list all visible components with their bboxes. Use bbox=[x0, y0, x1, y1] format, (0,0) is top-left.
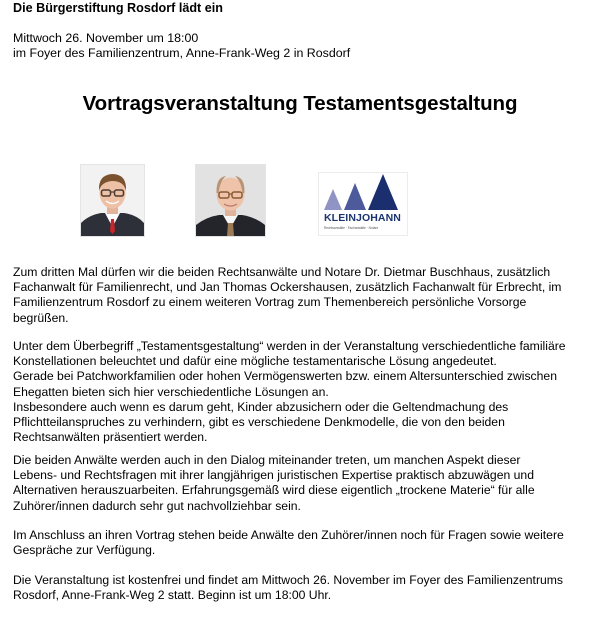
text-line: Pflichtteilanspruches zu verhindern, gibt es verschiedene Denkmodelle, die von den beiden bbox=[13, 415, 505, 430]
text-line: Gespräche zur Verfügung. bbox=[13, 543, 156, 558]
text-line: Die Veranstaltung ist kostenfrei und findet am Mittwoch 26. November im Foyer des Familienzentrums bbox=[13, 573, 564, 587]
text-line: Zum dritten Mal dürfen wir die beiden Rechtsanwälte und Notare Dr. Dietmar Buschhaus, zusätzlich bbox=[13, 265, 551, 279]
event-info-paragraph bbox=[13, 573, 593, 603]
logo-wordmark: KLEINJOHANN bbox=[324, 212, 401, 224]
topic-paragraph bbox=[13, 339, 593, 445]
text-line: Zuhörer/innen dadurch sehr gut nachvollziehbar sein. bbox=[13, 498, 301, 513]
header-title: Die Bürgerstiftung Rosdorf lädt ein bbox=[13, 1, 223, 15]
portrait-2-illustration bbox=[196, 165, 265, 236]
logo-subtitle: Rechtsanwälte · Fachanwälte · Notare bbox=[324, 226, 379, 230]
text-line: Rosdorf, Anne-Frank-Weg 2 statt. Beginn ist um 18:00 Uhr. bbox=[13, 588, 332, 603]
text-line: Unter dem Überbegriff „Testamentsgestaltung“ werden in der Veranstaltung verschiedentliche familiäre bbox=[13, 339, 566, 353]
text-line: Familienzentrum Rosdorf zu einem weiteren Vortrag zum Themenbereich persönliche Vorsorge bbox=[13, 295, 527, 310]
event-date: Mittwoch 26. November um 18:00 bbox=[13, 31, 199, 45]
logo-triangle-small bbox=[324, 189, 342, 210]
text-line: Gerade bei Patchworkfamilien oder hohen Vermögenswerten bzw. einem Altersunterschied zwischen bbox=[13, 369, 557, 384]
speaker-photo-2 bbox=[195, 164, 266, 237]
text-line: Insbesondere auch wenn es darum geht, Kinder abzusichern oder die Geltendmachung des bbox=[13, 399, 509, 414]
logo-triangle-large bbox=[368, 174, 398, 210]
portrait-1-illustration bbox=[81, 165, 144, 236]
text-line: Alternativen herauszuarbeiten. Erfahrungsgemäß wird diese eigentlich „trockene Materie“ für alle bbox=[13, 483, 535, 498]
main-title: Vortragsveranstaltung Testamentsgestaltung bbox=[82, 92, 518, 115]
kleinjohann-logo bbox=[318, 172, 408, 236]
mountain-triangles-icon bbox=[319, 173, 407, 213]
text-line: Rechtsanwälten präsentiert werden. bbox=[13, 430, 208, 445]
questions-paragraph bbox=[13, 528, 593, 558]
text-line: Konstellationen beleuchtet und dafür eine mögliche testamentarische Lösung angedeutet. bbox=[13, 354, 497, 369]
text-line: Fachanwalt für Familienrecht, und Jan Thomas Ockershausen, zusätzlich Fachanwalt für Erbrecht, im bbox=[13, 280, 562, 295]
text-line: begrüßen. bbox=[13, 310, 69, 325]
intro-paragraph bbox=[13, 265, 593, 326]
dialog-paragraph bbox=[13, 453, 593, 514]
event-location: im Foyer des Familienzentrum, Anne-Frank-Weg 2 in Rosdorf bbox=[13, 46, 351, 60]
text-line: Ehegatten bieten sich hier verschiedentliche Lösungen an. bbox=[13, 384, 329, 399]
text-line: Im Anschluss an ihren Vortrag stehen beide Anwälte den Zuhörer/innen noch für Fragen sowie weitere bbox=[13, 528, 564, 542]
text-line: Lebens- und Rechtsfragen mit ihrer langjährigen juristischen Expertise praktisch abzuwägen und bbox=[13, 468, 534, 483]
text-line: Die beiden Anwälte werden auch in den Dialog miteinander treten, um manchen Aspekt dieser bbox=[13, 453, 521, 467]
logo-triangle-medium bbox=[344, 183, 366, 210]
speaker-photo-1 bbox=[80, 164, 145, 237]
